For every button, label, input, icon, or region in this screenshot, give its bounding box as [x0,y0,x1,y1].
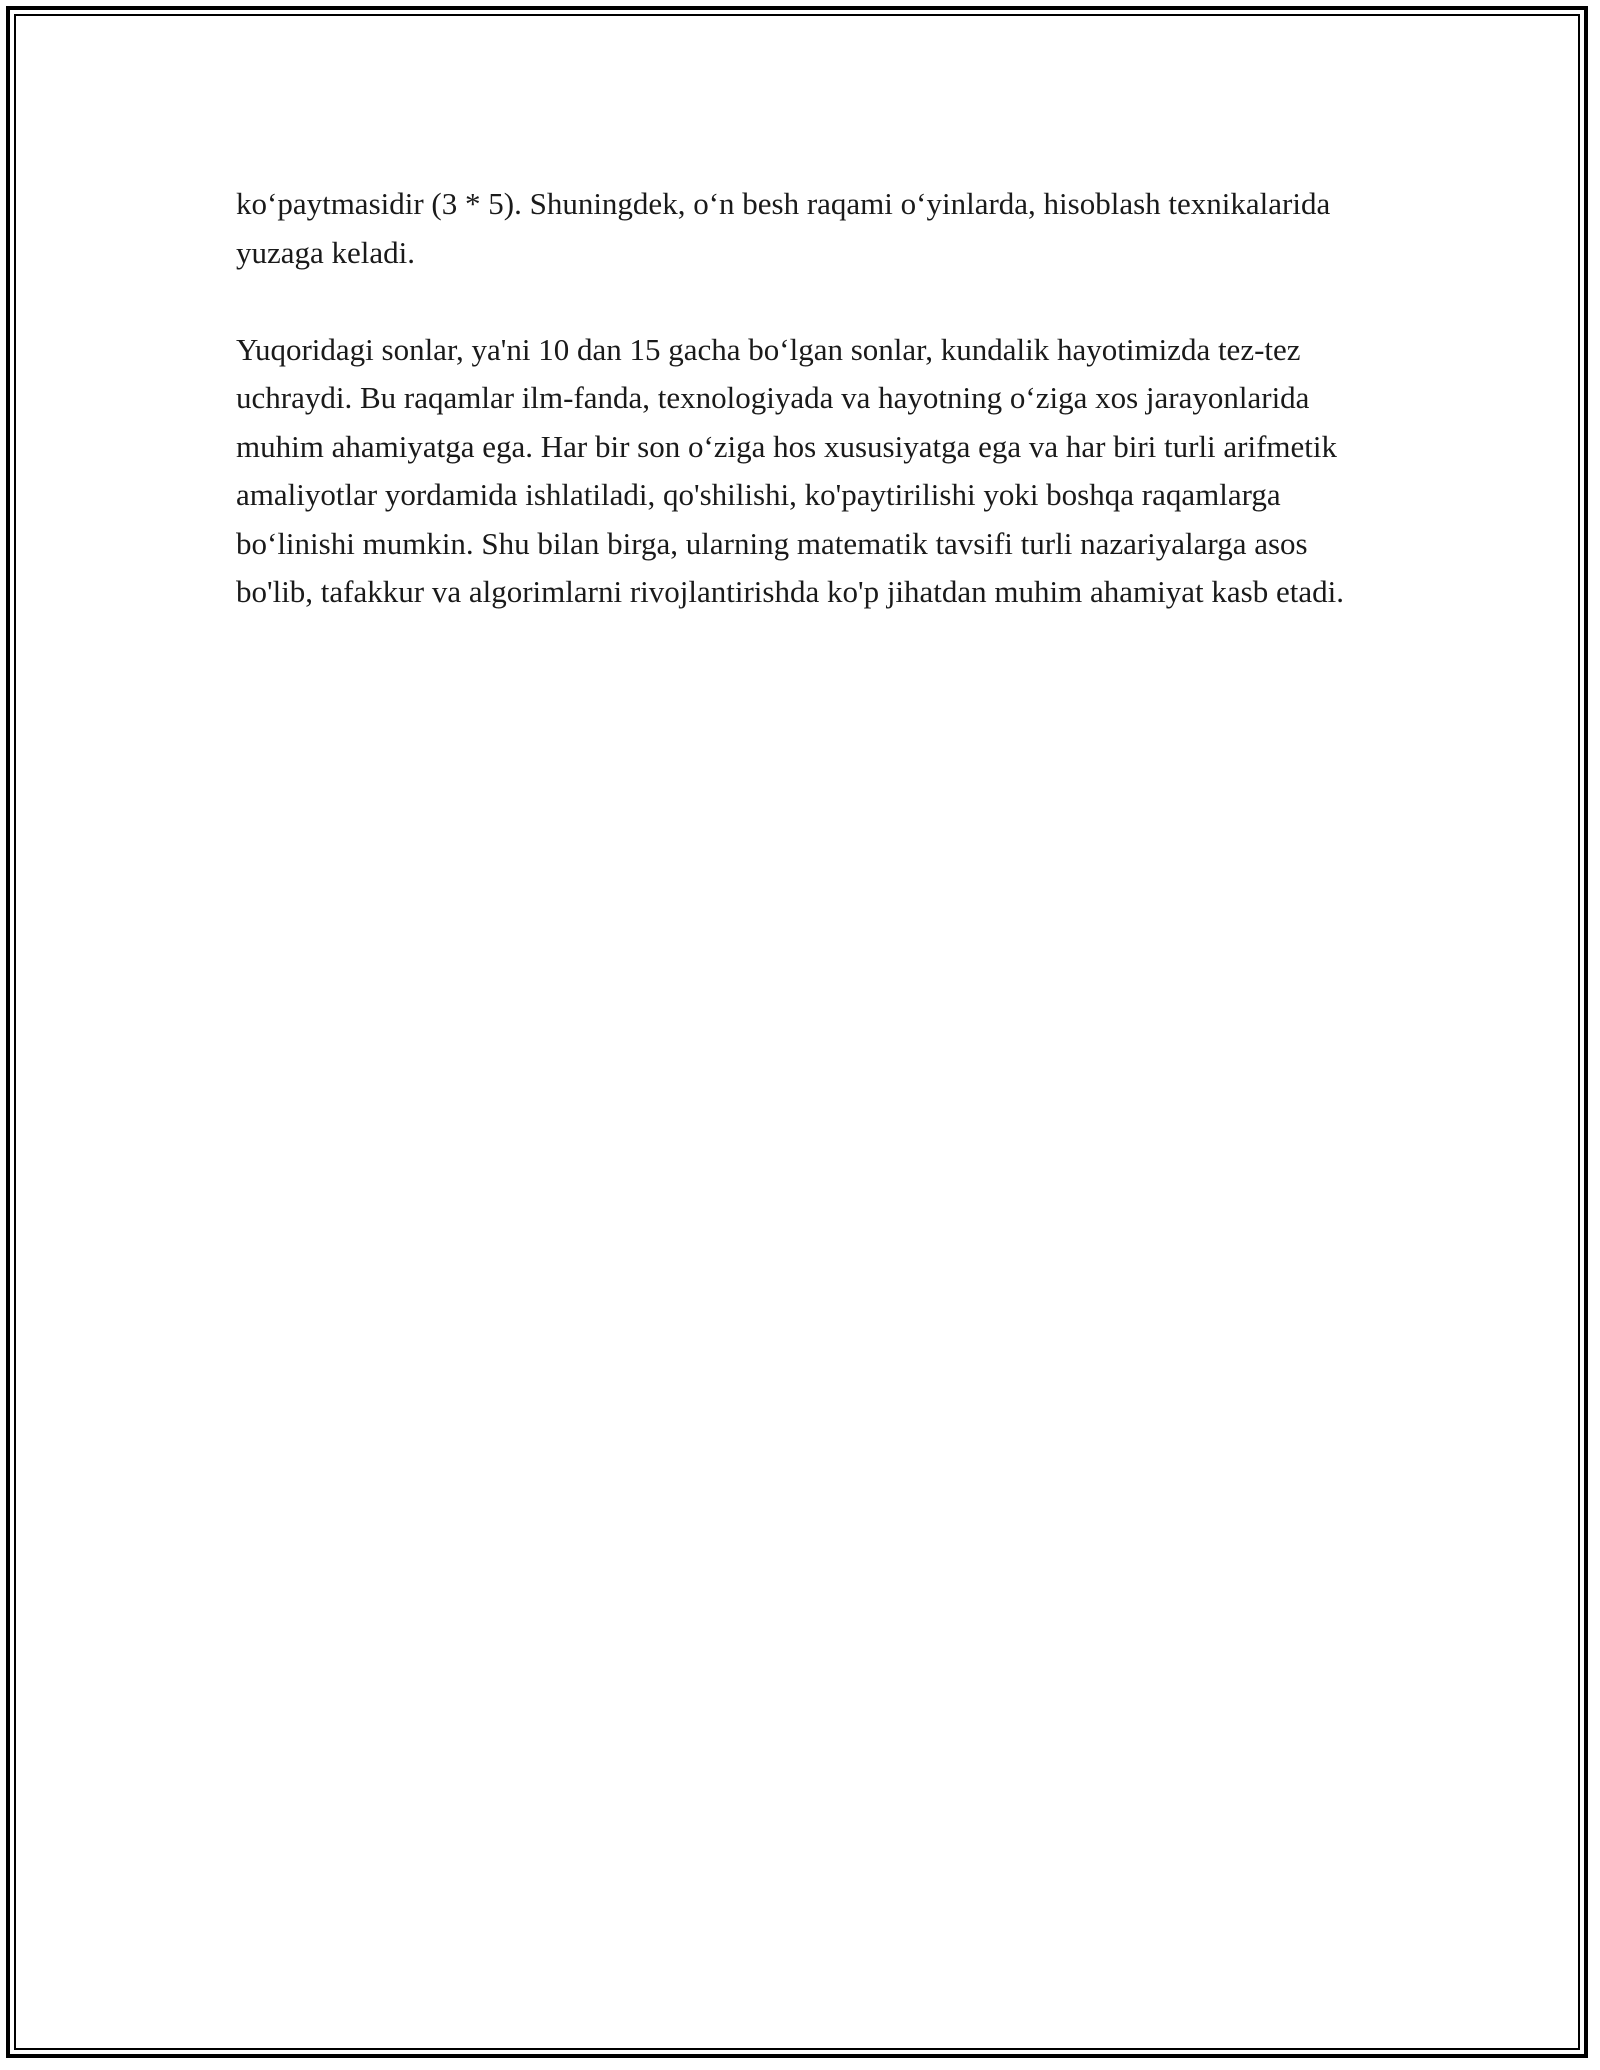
paragraph-2: Yuqoridagi sonlar, ya'ni 10 dan 15 gacha bo‘lgan sonlar, kundalik hayotimizda tez-tez uchraydi. Bu raqamlar ilm-fanda, texnologiyada va hayotning o‘ziga xos jarayonlarida muhim ahamiyatga ega. Har bir son o‘ziga hos xususiyatga ega va har biri turli arifmetik amaliyotlar yordamida ishlatiladi, qo'shilishi, ko'paytirilishi yoki boshqa raqamlarga bo‘linishi mumkin. Shu bilan birga, ularning matematik tavsifi turli nazariyalarga asos bo'lib, tafakkur va algorimlarni rivojlantirishda ko'p jihatdan muhim ahamiyat kasb etadi. [236,331,1344,609]
document-body [236,180,1376,617]
paragraph-1: ko‘paytmasidir (3 * 5). Shuningdek, o‘n besh raqami o‘yinlarda, hisoblash texnikalarida yuzaga keladi. [236,186,1331,270]
